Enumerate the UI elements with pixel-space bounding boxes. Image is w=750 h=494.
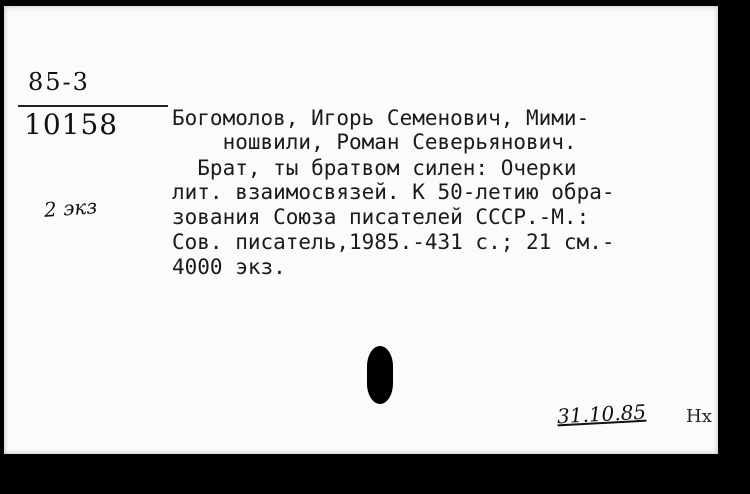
handwritten-date: 31.10.85 [556,399,647,429]
handwritten-suffix: Нх [686,406,712,427]
entry-line-4: лит. взаимосвязей. К 50-летию обра- [172,180,615,204]
entry-line-1: Богомолов, Игорь Семенович, Мими- [172,106,590,130]
entry-line-2: ношвили, Роман Северьянович. [172,130,577,154]
card-punch-hole [367,346,393,404]
shelfmark-top: 85-3 [28,68,90,96]
shelfmark-bottom: 10158 [24,108,119,141]
entry-line-7: 4000 экз. [172,255,286,279]
copies-note: 2 экз [43,194,98,222]
entry-line-5: зования Союза писателей СССР.-М.: [172,205,590,229]
catalog-card [4,6,718,454]
entry-line-6: Сов. писатель,1985.-431 с.; 21 см.- [172,230,615,254]
entry-line-3: Брат, ты братвом силен: Очерки [172,156,577,180]
